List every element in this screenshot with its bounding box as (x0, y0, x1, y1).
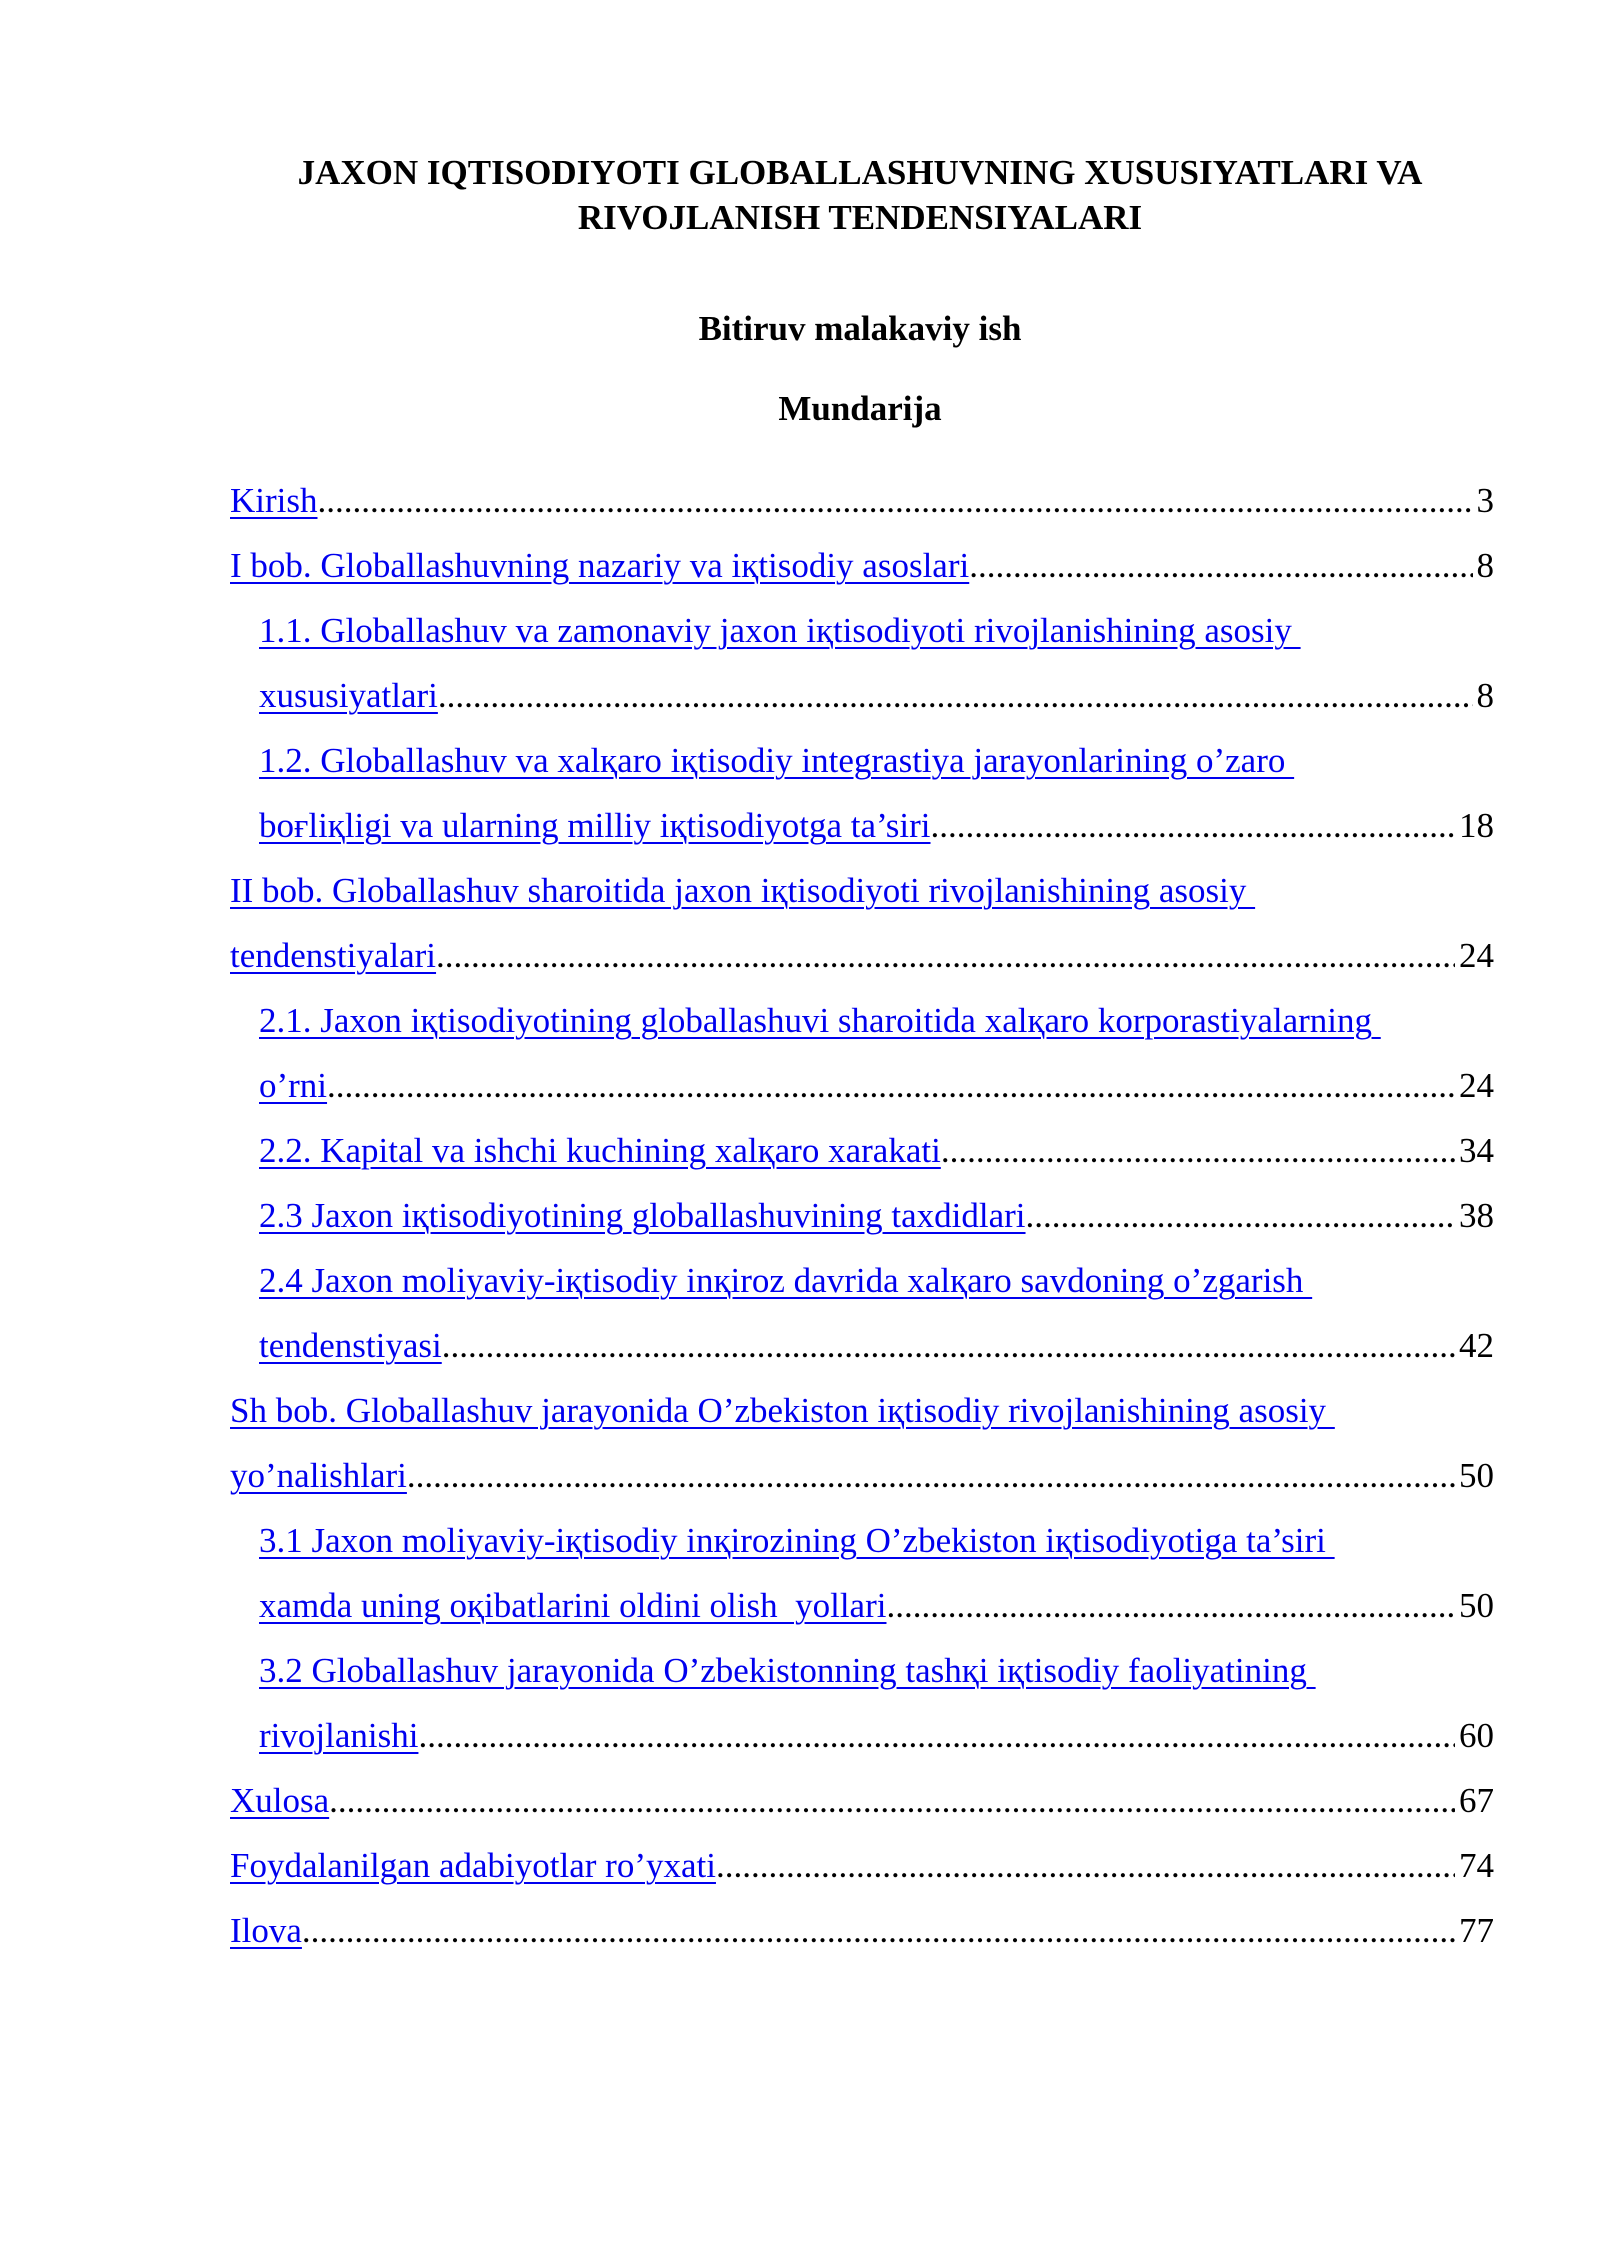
toc-entry (230, 1118, 1494, 1183)
toc-entry-line (259, 663, 1494, 728)
toc-entry-line (230, 1378, 1494, 1443)
toc-entry-line (259, 1183, 1494, 1248)
toc-dot-leader (941, 1118, 1455, 1183)
toc-link[interactable]: 3.1 Jaxon moliyaviy-iқtisodiy inқirozining O’zbekiston iқtisodiyotiga ta’siri (259, 1521, 1335, 1560)
toc-page-number: 77 (1459, 1911, 1494, 1950)
toc-dot-leader (407, 1443, 1455, 1508)
toc-link[interactable]: Foydalanilgan adabiyotlar ro’yxati (230, 1846, 716, 1885)
toc-entry-line (230, 533, 1494, 598)
toc-link[interactable]: 3.2 Globallashuv jarayonida O’zbekistonning tashқi iқtisodiy faoliyatining (259, 1651, 1316, 1690)
toc-entry (230, 1898, 1494, 1963)
toc-link[interactable]: Kirish (230, 481, 318, 520)
toc-entry-line (259, 793, 1494, 858)
toc-entry (230, 728, 1494, 858)
toc-entry (230, 988, 1494, 1118)
toc-dot-leader (886, 1573, 1455, 1638)
toc-entry-line (259, 1118, 1494, 1183)
table-of-contents (230, 468, 1494, 1963)
toc-link[interactable]: Xulosa (230, 1781, 330, 1820)
toc-link[interactable]: o’rni (259, 1066, 328, 1105)
toc-entry-line (259, 1703, 1494, 1768)
toc-entry (230, 1378, 1494, 1508)
toc-entry-line (259, 1053, 1494, 1118)
toc-page-number: 3 (1476, 481, 1494, 520)
document-subtitle: Bitiruv malakaviy ish (698, 309, 1022, 348)
toc-page-number: 50 (1459, 1456, 1494, 1495)
toc-dot-leader (438, 663, 1473, 728)
toc-link[interactable]: Sh bob. Globallashuv jarayonida O’zbekiston iқtisodiy rivojlanishining asosiy (230, 1391, 1335, 1430)
toc-link[interactable]: Ilova (230, 1911, 302, 1950)
toc-link[interactable]: tendenstiyalari (230, 936, 437, 975)
toc-link[interactable]: 2.2. Kapital va ishchi kuchining xalқaro xarakati (259, 1131, 941, 1170)
toc-link[interactable]: boғliқligi va ularning milliy iқtisodiyotga ta’siri (259, 806, 931, 845)
toc-heading: Mundarija (778, 389, 942, 428)
toc-entry-line (230, 1898, 1494, 1963)
toc-page-number: 8 (1476, 546, 1494, 585)
toc-dot-leader (329, 1768, 1455, 1833)
toc-entry-line (230, 468, 1494, 533)
toc-entry (230, 533, 1494, 598)
toc-page-number: 8 (1476, 676, 1494, 715)
document-title (200, 150, 1520, 240)
toc-link[interactable]: 2.4 Jaxon moliyaviy-iқtisodiy inқiroz davrida xalқaro savdoning o’zgarish (259, 1261, 1313, 1300)
toc-entry-line (259, 1313, 1494, 1378)
toc-entry (230, 1768, 1494, 1833)
toc-link[interactable]: 1.1. Globallashuv va zamonaviy jaxon iқtisodiyoti rivojlanishining asosiy (259, 611, 1301, 650)
toc-link[interactable]: 2.3 Jaxon iқtisodiyotining globallashuvining taxdidlari (259, 1196, 1026, 1235)
toc-entry (230, 1833, 1494, 1898)
toc-entry-line (259, 988, 1494, 1053)
toc-dot-leader (716, 1833, 1455, 1898)
toc-dot-leader (442, 1313, 1455, 1378)
toc-link[interactable]: I bob. Globallashuvning nazariy va iқtisodiy asoslari (230, 546, 970, 585)
toc-entry (230, 1508, 1494, 1638)
toc-link[interactable]: xususiyatlari (259, 676, 438, 715)
toc-dot-leader (969, 533, 1472, 598)
toc-page-number: 24 (1459, 936, 1494, 975)
toc-entry-line (259, 1573, 1494, 1638)
toc-page-number: 38 (1459, 1196, 1494, 1235)
toc-entry (230, 1183, 1494, 1248)
toc-entry (230, 858, 1494, 988)
toc-entry-line (230, 1833, 1494, 1898)
toc-entry (230, 598, 1494, 728)
toc-link[interactable]: xamda uning oқibatlarini oldini olish yollari (259, 1586, 887, 1625)
toc-page-number: 34 (1459, 1131, 1494, 1170)
toc-page-number: 42 (1459, 1326, 1494, 1365)
toc-dot-leader (302, 1898, 1455, 1963)
toc-entry-line (230, 1768, 1494, 1833)
toc-entry (230, 1248, 1494, 1378)
toc-page-number: 67 (1459, 1781, 1494, 1820)
toc-dot-leader (436, 923, 1455, 988)
toc-entry-line (259, 1638, 1494, 1703)
toc-page-number: 24 (1459, 1066, 1494, 1105)
toc-entry (230, 1638, 1494, 1768)
toc-entry (230, 468, 1494, 533)
toc-page-number: 50 (1459, 1586, 1494, 1625)
toc-link[interactable]: yo’nalishlari (230, 1456, 407, 1495)
toc-page-number: 18 (1459, 806, 1494, 845)
document-title-line-2: RIVOJLANISH TENDENSIYALARI (577, 198, 1143, 237)
toc-link[interactable]: II bob. Globallashuv sharoitida jaxon iқtisodiyoti rivojlanishining asosiy (230, 871, 1256, 910)
toc-entry-line (259, 1248, 1494, 1313)
toc-dot-leader (318, 468, 1473, 533)
toc-entry-line (230, 1443, 1494, 1508)
toc-link[interactable]: rivojlanishi (259, 1716, 419, 1755)
toc-dot-leader (931, 793, 1455, 858)
toc-dot-leader (327, 1053, 1455, 1118)
toc-page-number: 74 (1459, 1846, 1494, 1885)
toc-link[interactable]: 1.2. Globallashuv va xalқaro iқtisodiy integrastiya jarayonlarining o’zaro (259, 741, 1295, 780)
toc-entry-line (259, 598, 1494, 663)
toc-entry-line (259, 1508, 1494, 1573)
toc-link[interactable]: 2.1. Jaxon iқtisodiyotining globallashuvi sharoitida xalқaro korporastiyalarning (259, 1001, 1381, 1040)
toc-entry-line (230, 923, 1494, 988)
toc-entry-line (230, 858, 1494, 923)
toc-link[interactable]: tendenstiyasi (259, 1326, 442, 1365)
toc-dot-leader (418, 1703, 1455, 1768)
document-title-line-1: JAXON IQTISODIYOTI GLOBALLASHUVNING XUSUSIYATLARI VA (297, 153, 1423, 192)
toc-entry-line (259, 728, 1494, 793)
toc-dot-leader (1026, 1183, 1455, 1248)
toc-page-number: 60 (1459, 1716, 1494, 1755)
